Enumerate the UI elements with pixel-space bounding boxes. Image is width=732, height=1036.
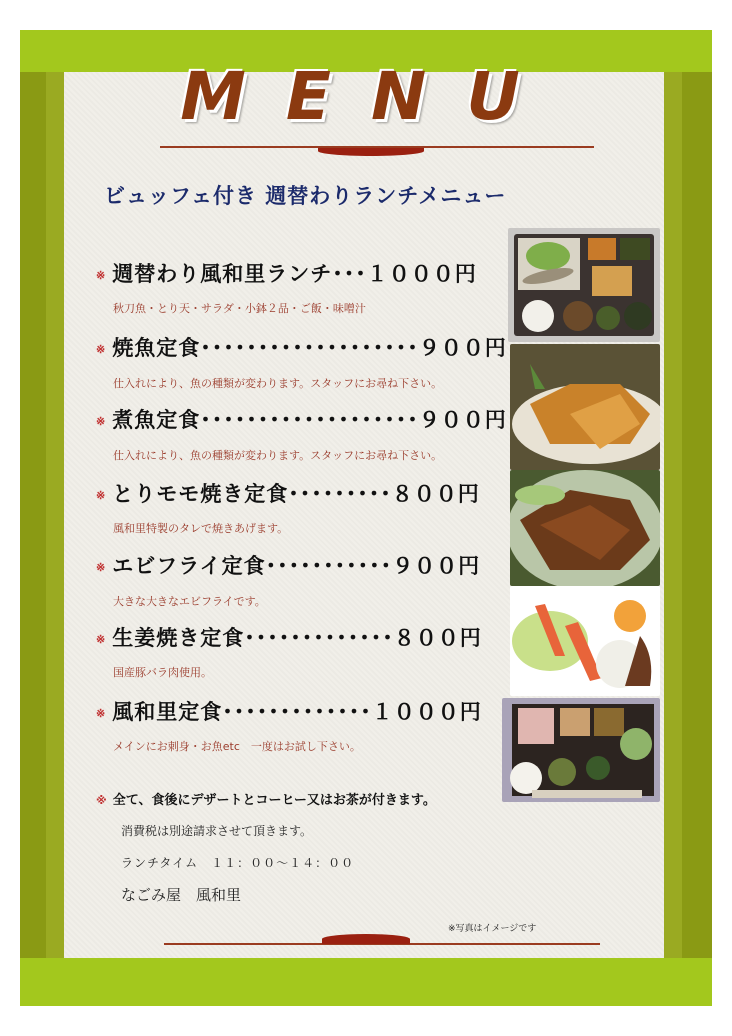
menu-item (96, 696, 482, 726)
tax-note: 消費税は別途請求させて頂きます。 (121, 824, 313, 838)
menu-subtitle: ビュッフェ付き 週替わりランチメニュー (104, 183, 507, 208)
menu-title: MENU (180, 58, 560, 135)
right-inner-band (664, 72, 682, 958)
menu-item-description: 風和里特製のタレで焼きあげます。 (113, 522, 289, 535)
menu-item-description: 仕入れにより、魚の種類が変わります。スタッフにお尋ね下さい。 (113, 449, 443, 462)
photo-set-meal-tray (502, 698, 660, 802)
menu-item-name: 週替わり風和里ランチ･･･１０００円 (112, 261, 477, 286)
lunch-time: ランチタイム １１：００～１４：００ (121, 856, 355, 870)
top-divider (160, 146, 594, 148)
photo-simmered-fish (510, 470, 660, 586)
asterisk-mark: ※ (96, 633, 107, 646)
photo-grilled-fish (510, 344, 660, 470)
asterisk-mark: ※ (96, 269, 107, 282)
image-note: ※写真はイメージです (448, 924, 537, 934)
dessert-note: ※ 全て、食後にデザートとコーヒー又はお茶が付きます。 (96, 793, 436, 808)
photo-teriyaki-chicken (510, 586, 660, 696)
bottom-divider-arc (322, 934, 410, 944)
asterisk-mark: ※ (96, 489, 107, 502)
menu-item-description: 国産豚バラ肉使用。 (113, 666, 212, 679)
menu-item-name: とりモモ焼き定食･････････８００円 (112, 481, 480, 506)
menu-item-name: エビフライ定食･･･････････９００円 (112, 553, 481, 578)
asterisk-mark: ※ (96, 794, 107, 807)
menu-item-name: 風和里定食･････････････１０００円 (112, 699, 482, 724)
menu-item-name: 煮魚定食･･･････････････････９００円 (112, 407, 507, 432)
menu-item (96, 550, 480, 580)
menu-item (96, 404, 507, 434)
menu-item-description: 仕入れにより、魚の種類が変わります。スタッフにお尋ね下さい。 (113, 377, 443, 390)
asterisk-mark: ※ (96, 561, 107, 574)
menu-item-description: 大きな大きなエビフライです。 (113, 595, 266, 608)
asterisk-mark: ※ (96, 707, 107, 720)
left-inner-band (46, 72, 64, 958)
menu-item-name: 生姜焼き定食･････････････８００円 (112, 625, 482, 650)
bottom-green-band (20, 958, 712, 1006)
asterisk-mark: ※ (96, 343, 107, 356)
menu-item-description: メインにお刺身・お魚etc 一度はお試し下さい。 (113, 740, 361, 753)
asterisk-mark: ※ (96, 415, 107, 428)
menu-item (96, 258, 477, 288)
menu-item (96, 622, 482, 652)
menu-item-description: 秋刀魚・とり天・サラダ・小鉢２品・ご飯・味噌汁 (113, 302, 366, 315)
shop-name: なごみ屋 風和里 (121, 886, 242, 904)
photo-lunch-tray (508, 228, 660, 342)
menu-item (96, 332, 507, 362)
menu-item (96, 478, 480, 508)
menu-item-name: 焼魚定食･･･････････････････９００円 (112, 335, 507, 360)
